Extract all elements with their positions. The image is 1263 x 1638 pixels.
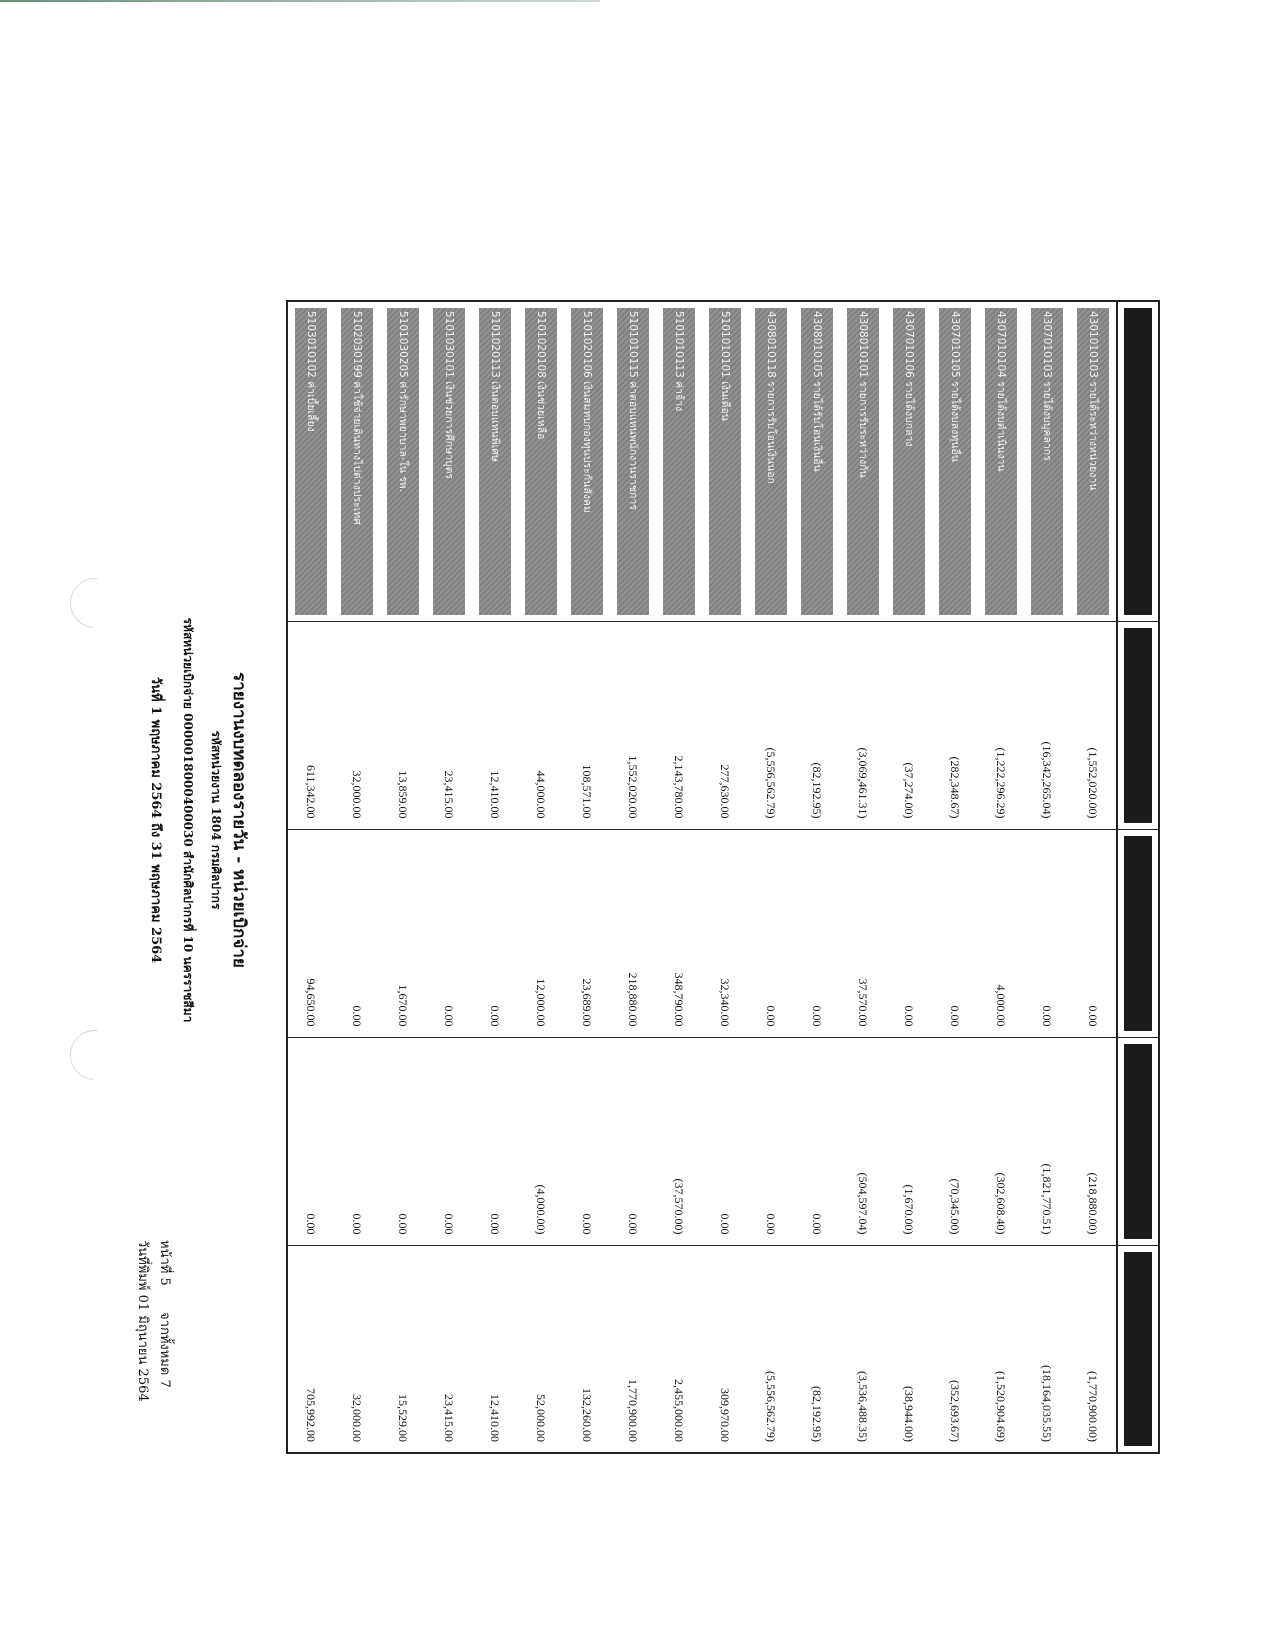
amount-cell: (16,342,265.04) xyxy=(1024,621,1070,829)
amount-cell: 0.00 xyxy=(932,829,978,1037)
amount-cell: 0.00 xyxy=(287,1037,334,1245)
amount-cell: 23,689.00 xyxy=(564,829,610,1037)
column-header-redacted xyxy=(1117,1245,1159,1453)
account-cell: 4308010101 รายการรับระหว่างกัน xyxy=(847,308,879,615)
account-cell: 5101020106 เงินสมทบกองทุนประกันสังคม xyxy=(571,308,603,615)
amount-cell: (3,069,461.31) xyxy=(840,621,886,829)
amount-cell: (1,222,296.29) xyxy=(978,621,1024,829)
table-row xyxy=(334,301,380,1453)
amount-cell: 1,770,900.00 xyxy=(610,1245,656,1453)
amount-cell: 0.00 xyxy=(610,1037,656,1245)
amount-cell: 0.00 xyxy=(1070,829,1117,1037)
amount-cell: 0.00 xyxy=(794,829,840,1037)
amount-cell: (1,821,770.51) xyxy=(1024,1037,1070,1245)
amount-cell: 12,000.00 xyxy=(518,829,564,1037)
print-date-label: วันที่พิมพ์ xyxy=(135,1240,150,1291)
amount-cell: (5,556,562.79) xyxy=(748,621,794,829)
table-row xyxy=(518,301,564,1453)
column-header-redacted xyxy=(1117,621,1159,829)
table-header-row xyxy=(1117,301,1159,1453)
column-header-redacted xyxy=(1117,829,1159,1037)
table-row xyxy=(932,301,978,1453)
amount-cell: (82,192.95) xyxy=(794,1245,840,1453)
amount-cell: 705,992.00 xyxy=(287,1245,334,1453)
amount-cell: 0.00 xyxy=(748,1037,794,1245)
amount-cell: (38,944.00) xyxy=(886,1245,932,1453)
account-cell: 4307010104 รายได้งบดำเนินงาน xyxy=(985,308,1017,615)
table-row xyxy=(748,301,794,1453)
amount-cell: 0.00 xyxy=(472,829,518,1037)
amount-cell: 52,000.00 xyxy=(518,1245,564,1453)
table-row xyxy=(840,301,886,1453)
table-row xyxy=(564,301,610,1453)
account-cell: 5101010115 ค่าตอบแทนพนักงานราชการ xyxy=(617,308,649,615)
amount-cell: 32,000.00 xyxy=(334,621,380,829)
amount-cell: (352,693.67) xyxy=(932,1245,978,1453)
amount-cell: 0.00 xyxy=(334,829,380,1037)
table-row xyxy=(380,301,426,1453)
total-label: จากทั้งหมด xyxy=(157,1312,172,1376)
amount-cell: (70,345.00) xyxy=(932,1037,978,1245)
account-cell: 5101010101 เงินเดือน xyxy=(709,308,741,615)
account-cell: 5101020108 เงินช่วยเหลือ xyxy=(525,308,557,615)
scan-edge-line xyxy=(0,0,600,2)
account-cell: 4308010105 รายได้รับโอนเงินอื่น xyxy=(801,308,833,615)
amount-cell: (4,000.00) xyxy=(518,1037,564,1245)
report-period: วันที่ 1 พฤษภาคม 2564 ถึง 31 พฤษภาคม 2564 xyxy=(148,676,163,964)
amount-cell: 132,260.00 xyxy=(564,1245,610,1453)
amount-cell: (82,192.95) xyxy=(794,621,840,829)
account-cell: 5101020113 เงินตอบแทนพิเศษ xyxy=(479,308,511,615)
amount-cell: 0.00 xyxy=(1024,829,1070,1037)
account-cell: 5103010102 ค่าเบี้ยเลี้ยง xyxy=(295,308,327,615)
account-cell: 4307010103 รายได้งบบุคลากร xyxy=(1031,308,1063,615)
amount-cell: 0.00 xyxy=(794,1037,840,1245)
amount-cell: 12,410.00 xyxy=(472,621,518,829)
table-row xyxy=(886,301,932,1453)
table-row xyxy=(610,301,656,1453)
table-row xyxy=(1024,301,1070,1453)
table-row xyxy=(287,301,334,1453)
account-cell: 5101030205 ค่ารักษาพยาบาล-ใน รพ. xyxy=(387,308,419,615)
amount-cell: 0.00 xyxy=(426,1037,472,1245)
disbursing-unit: รหัสหน่วยเบิกจ่าย 0000018000400030 สำนักศิลปากรที่ 10 นครราชสีมา xyxy=(181,617,195,1023)
amount-cell: 32,000.00 xyxy=(334,1245,380,1453)
amount-cell: (218,880.00) xyxy=(1070,1037,1117,1245)
amount-cell: (37,570.00) xyxy=(656,1037,702,1245)
amount-cell: (1,520,904.69) xyxy=(978,1245,1024,1453)
page-number: 5 xyxy=(157,1277,172,1286)
amount-cell: 13,859.00 xyxy=(380,621,426,829)
amount-cell: 0.00 xyxy=(426,829,472,1037)
amount-cell: 1,552,020.00 xyxy=(610,621,656,829)
report-title: รายงานงบทดลองรายวัน - หน่วยเบิกจ่าย xyxy=(229,672,249,968)
amount-cell: 108,571.00 xyxy=(564,621,610,829)
amount-cell: (504,597.04) xyxy=(840,1037,886,1245)
amount-cell: 37,570.00 xyxy=(840,829,886,1037)
page-label: หน้าที่ xyxy=(157,1240,172,1274)
table-row xyxy=(978,301,1024,1453)
account-cell: 5101010113 ค่าจ้าง xyxy=(663,308,695,615)
table-row xyxy=(656,301,702,1453)
amount-cell: (1,770,900.00) xyxy=(1070,1245,1117,1453)
amount-cell: 15,529.00 xyxy=(380,1245,426,1453)
amount-cell: 0.00 xyxy=(702,1037,748,1245)
print-date: 01 มิถุนายน 2564 xyxy=(135,1294,150,1402)
amount-cell: (5,556,562.79) xyxy=(748,1245,794,1453)
table-row xyxy=(1070,301,1117,1453)
amount-cell: 4,000.00 xyxy=(978,829,1024,1037)
account-cell: 5101030101 เงินช่วยการศึกษาบุตร xyxy=(433,308,465,615)
amount-cell: 2,143,780.00 xyxy=(656,621,702,829)
column-header-redacted xyxy=(1117,1037,1159,1245)
column-header-account xyxy=(1117,301,1159,621)
amount-cell: 12,410.00 xyxy=(472,1245,518,1453)
account-cell: 4308010118 รายการรับโอนเงินนอก xyxy=(755,308,787,615)
department-code: รหัสหน่วยงาน 1804 กรมศิลปากร xyxy=(209,730,223,910)
amount-cell: 0.00 xyxy=(380,1037,426,1245)
amount-cell: 94,650.00 xyxy=(287,829,334,1037)
account-cell: 4307010105 รายได้งบลงทุนอื่น xyxy=(939,308,971,615)
amount-cell: 611,342.00 xyxy=(287,621,334,829)
amount-cell: 0.00 xyxy=(886,829,932,1037)
account-cell: 4307010106 รายได้งบกลาง xyxy=(893,308,925,615)
amount-cell: 32,340.00 xyxy=(702,829,748,1037)
account-cell: 4301010103 รายได้ระหว่างหน่วยงาน xyxy=(1077,308,1109,615)
table-row xyxy=(426,301,472,1453)
amount-cell: 348,790.00 xyxy=(656,829,702,1037)
table-row xyxy=(472,301,518,1453)
amount-cell: (282,348.67) xyxy=(932,621,978,829)
amount-cell: (1,670.00) xyxy=(886,1037,932,1245)
amount-cell: 0.00 xyxy=(472,1037,518,1245)
amount-cell: 23,415.00 xyxy=(426,621,472,829)
amount-cell: 44,000.00 xyxy=(518,621,564,829)
amount-cell: 0.00 xyxy=(564,1037,610,1245)
amount-cell: (18,164,035.55) xyxy=(1024,1245,1070,1453)
trial-balance-table xyxy=(286,300,1160,1454)
amount-cell: 0.00 xyxy=(748,829,794,1037)
report-page xyxy=(105,80,1215,1560)
amount-cell: 309,970.00 xyxy=(702,1245,748,1453)
amount-cell: (302,608.40) xyxy=(978,1037,1024,1245)
table-row xyxy=(794,301,840,1453)
total-pages: 7 xyxy=(157,1379,172,1388)
amount-cell: 23,415.00 xyxy=(426,1245,472,1453)
amount-cell: 0.00 xyxy=(334,1037,380,1245)
amount-cell: (3,536,488.35) xyxy=(840,1245,886,1453)
amount-cell: 2,455,000.00 xyxy=(656,1245,702,1453)
account-cell: 5102030199 ค่าใช้จ่ายเดินทางไปต่างประเทศ xyxy=(341,308,373,615)
amount-cell: 277,630.00 xyxy=(702,621,748,829)
table-row xyxy=(702,301,748,1453)
amount-cell: (37,274.00) xyxy=(886,621,932,829)
table-body xyxy=(287,301,1117,1453)
amount-cell: 218,880.00 xyxy=(610,829,656,1037)
amount-cell: (1,552,020.00) xyxy=(1070,621,1117,829)
amount-cell: 1,670.00 xyxy=(380,829,426,1037)
